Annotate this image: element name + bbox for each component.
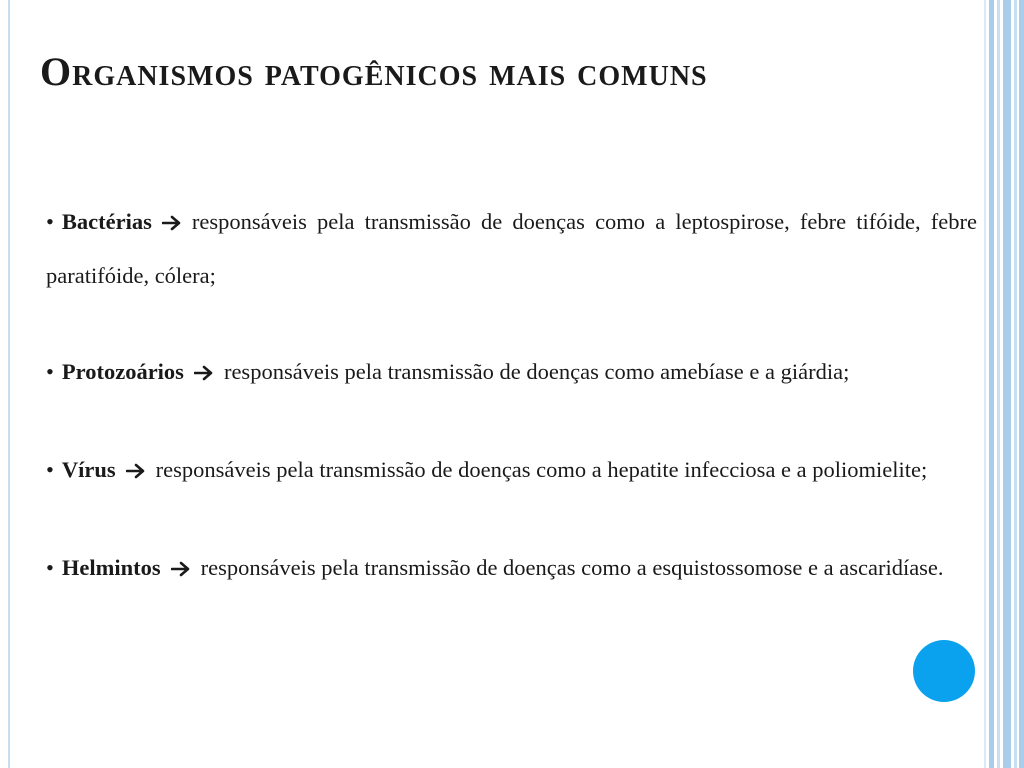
stripe [1014, 0, 1017, 768]
stripe [1003, 0, 1011, 768]
item-text: responsáveis pela transmissão de doenças como a hepatite infecciosa e a poliomielite; [155, 457, 928, 482]
term-label: Protozoários [61, 359, 184, 384]
stripe [997, 0, 1000, 768]
list-item-bacterias [46, 196, 977, 302]
bullet: • [46, 555, 54, 580]
bullet: • [46, 359, 54, 384]
bullet: • [46, 457, 54, 482]
right-arrow-icon [171, 544, 191, 596]
slide-content [46, 196, 977, 596]
term-label: Helmintos [61, 555, 161, 580]
term-label: Bactérias [61, 209, 152, 234]
decorative-circle [913, 640, 975, 702]
term-label: Vírus [61, 457, 116, 482]
item-text: responsáveis pela transmissão de doenças como a esquistossomose e a ascaridíase. [200, 555, 944, 580]
item-text: responsáveis pela transmissão de doenças como a leptospirose, febre tifóide, febre paratifóide, cólera; [46, 209, 977, 288]
right-arrow-icon [162, 198, 182, 250]
right-arrow-icon [194, 348, 214, 400]
bullet: • [46, 209, 54, 234]
left-decorative-border [8, 0, 10, 768]
right-arrow-icon [126, 446, 146, 498]
stripe [989, 0, 994, 768]
stripe [1019, 0, 1024, 768]
list-item-protozoarios [46, 346, 977, 400]
list-item-virus [46, 444, 977, 498]
stripe [984, 0, 986, 768]
slide-title: Organismos patogênicos mais comuns [40, 49, 708, 94]
item-text: responsáveis pela transmissão de doenças como amebíase e a giárdia; [223, 359, 850, 384]
list-item-helmintos [46, 542, 977, 596]
right-decorative-stripes [984, 0, 1024, 768]
